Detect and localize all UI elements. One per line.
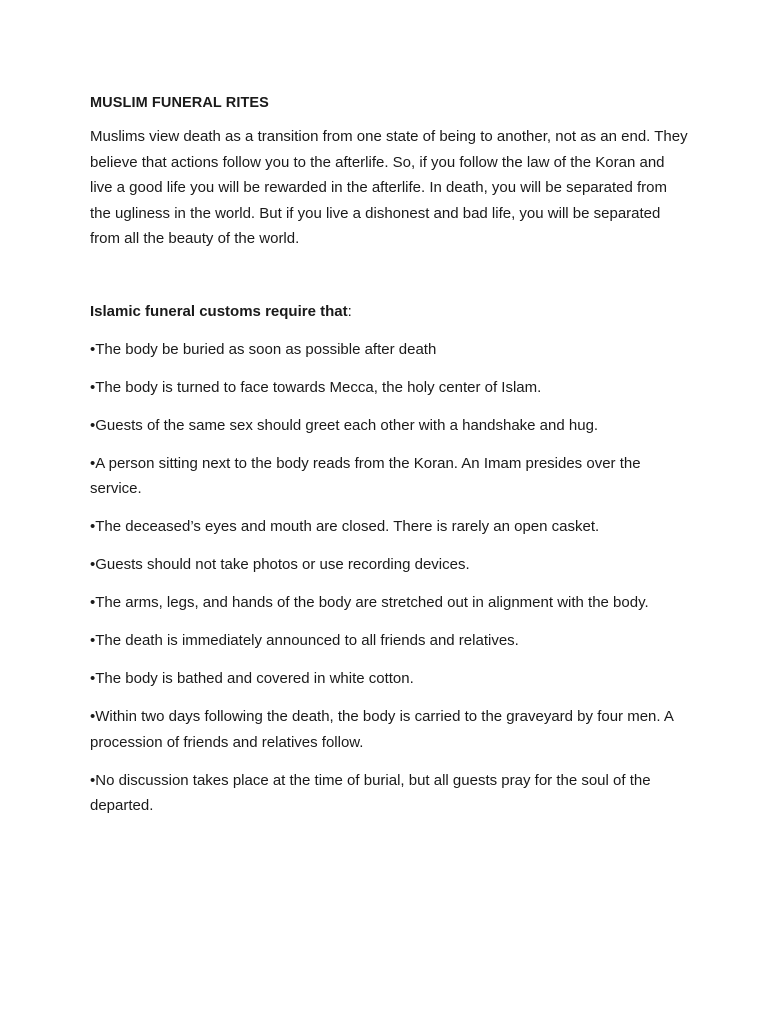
section-spacer — [90, 252, 690, 300]
intro-paragraph: Muslims view death as a transition from one state of being to another, not as an end. They believe that actions follow you to the afterlife. So, if you follow the law of the Koran and live a good life you will be rewarded in the afterlife. In death, you will be separated from the ugliness in the world. But if you live a dishonest and bad life, you will be separated from all the beauty of the world. — [90, 128, 688, 247]
document-page — [90, 93, 690, 831]
bullet-item: •The body is turned to face towards Mecca, the holy center of Islam. — [90, 378, 542, 396]
bullet-item: •The deceased’s eyes and mouth are closed. There is rarely an open casket. — [90, 518, 600, 535]
bullet-item: •The arms, legs, and hands of the body are stretched out in alignment with the body. — [90, 594, 649, 611]
bullet-item: •A person sitting next to the body reads from the Koran. An Imam presides over the service. — [90, 454, 641, 497]
bullet-item: •Guests of the same sex should greet each other with a handshake and hug. — [90, 416, 599, 434]
bullet-item: •Guests should not take photos or use recording devices. — [90, 556, 470, 573]
document-title: MUSLIM FUNERAL RITES — [90, 95, 269, 111]
bullet-item: •The body be buried as soon as possible after death — [90, 340, 437, 358]
bullet-item: •The death is immediately announced to all friends and relatives. — [90, 632, 519, 649]
bullet-item: •Within two days following the death, the body is carried to the graveyard by four men. A procession of friends and relatives follow. — [90, 708, 674, 751]
bullet-item: •No discussion takes place at the time of burial, but all guests pray for the soul of the departed. — [90, 771, 651, 814]
customs-heading-text: Islamic funeral customs require that — [90, 302, 348, 320]
customs-heading-colon: : — [347, 302, 352, 320]
customs-heading — [90, 300, 690, 324]
bullet-item: •The body is bathed and covered in white cotton. — [90, 670, 414, 687]
